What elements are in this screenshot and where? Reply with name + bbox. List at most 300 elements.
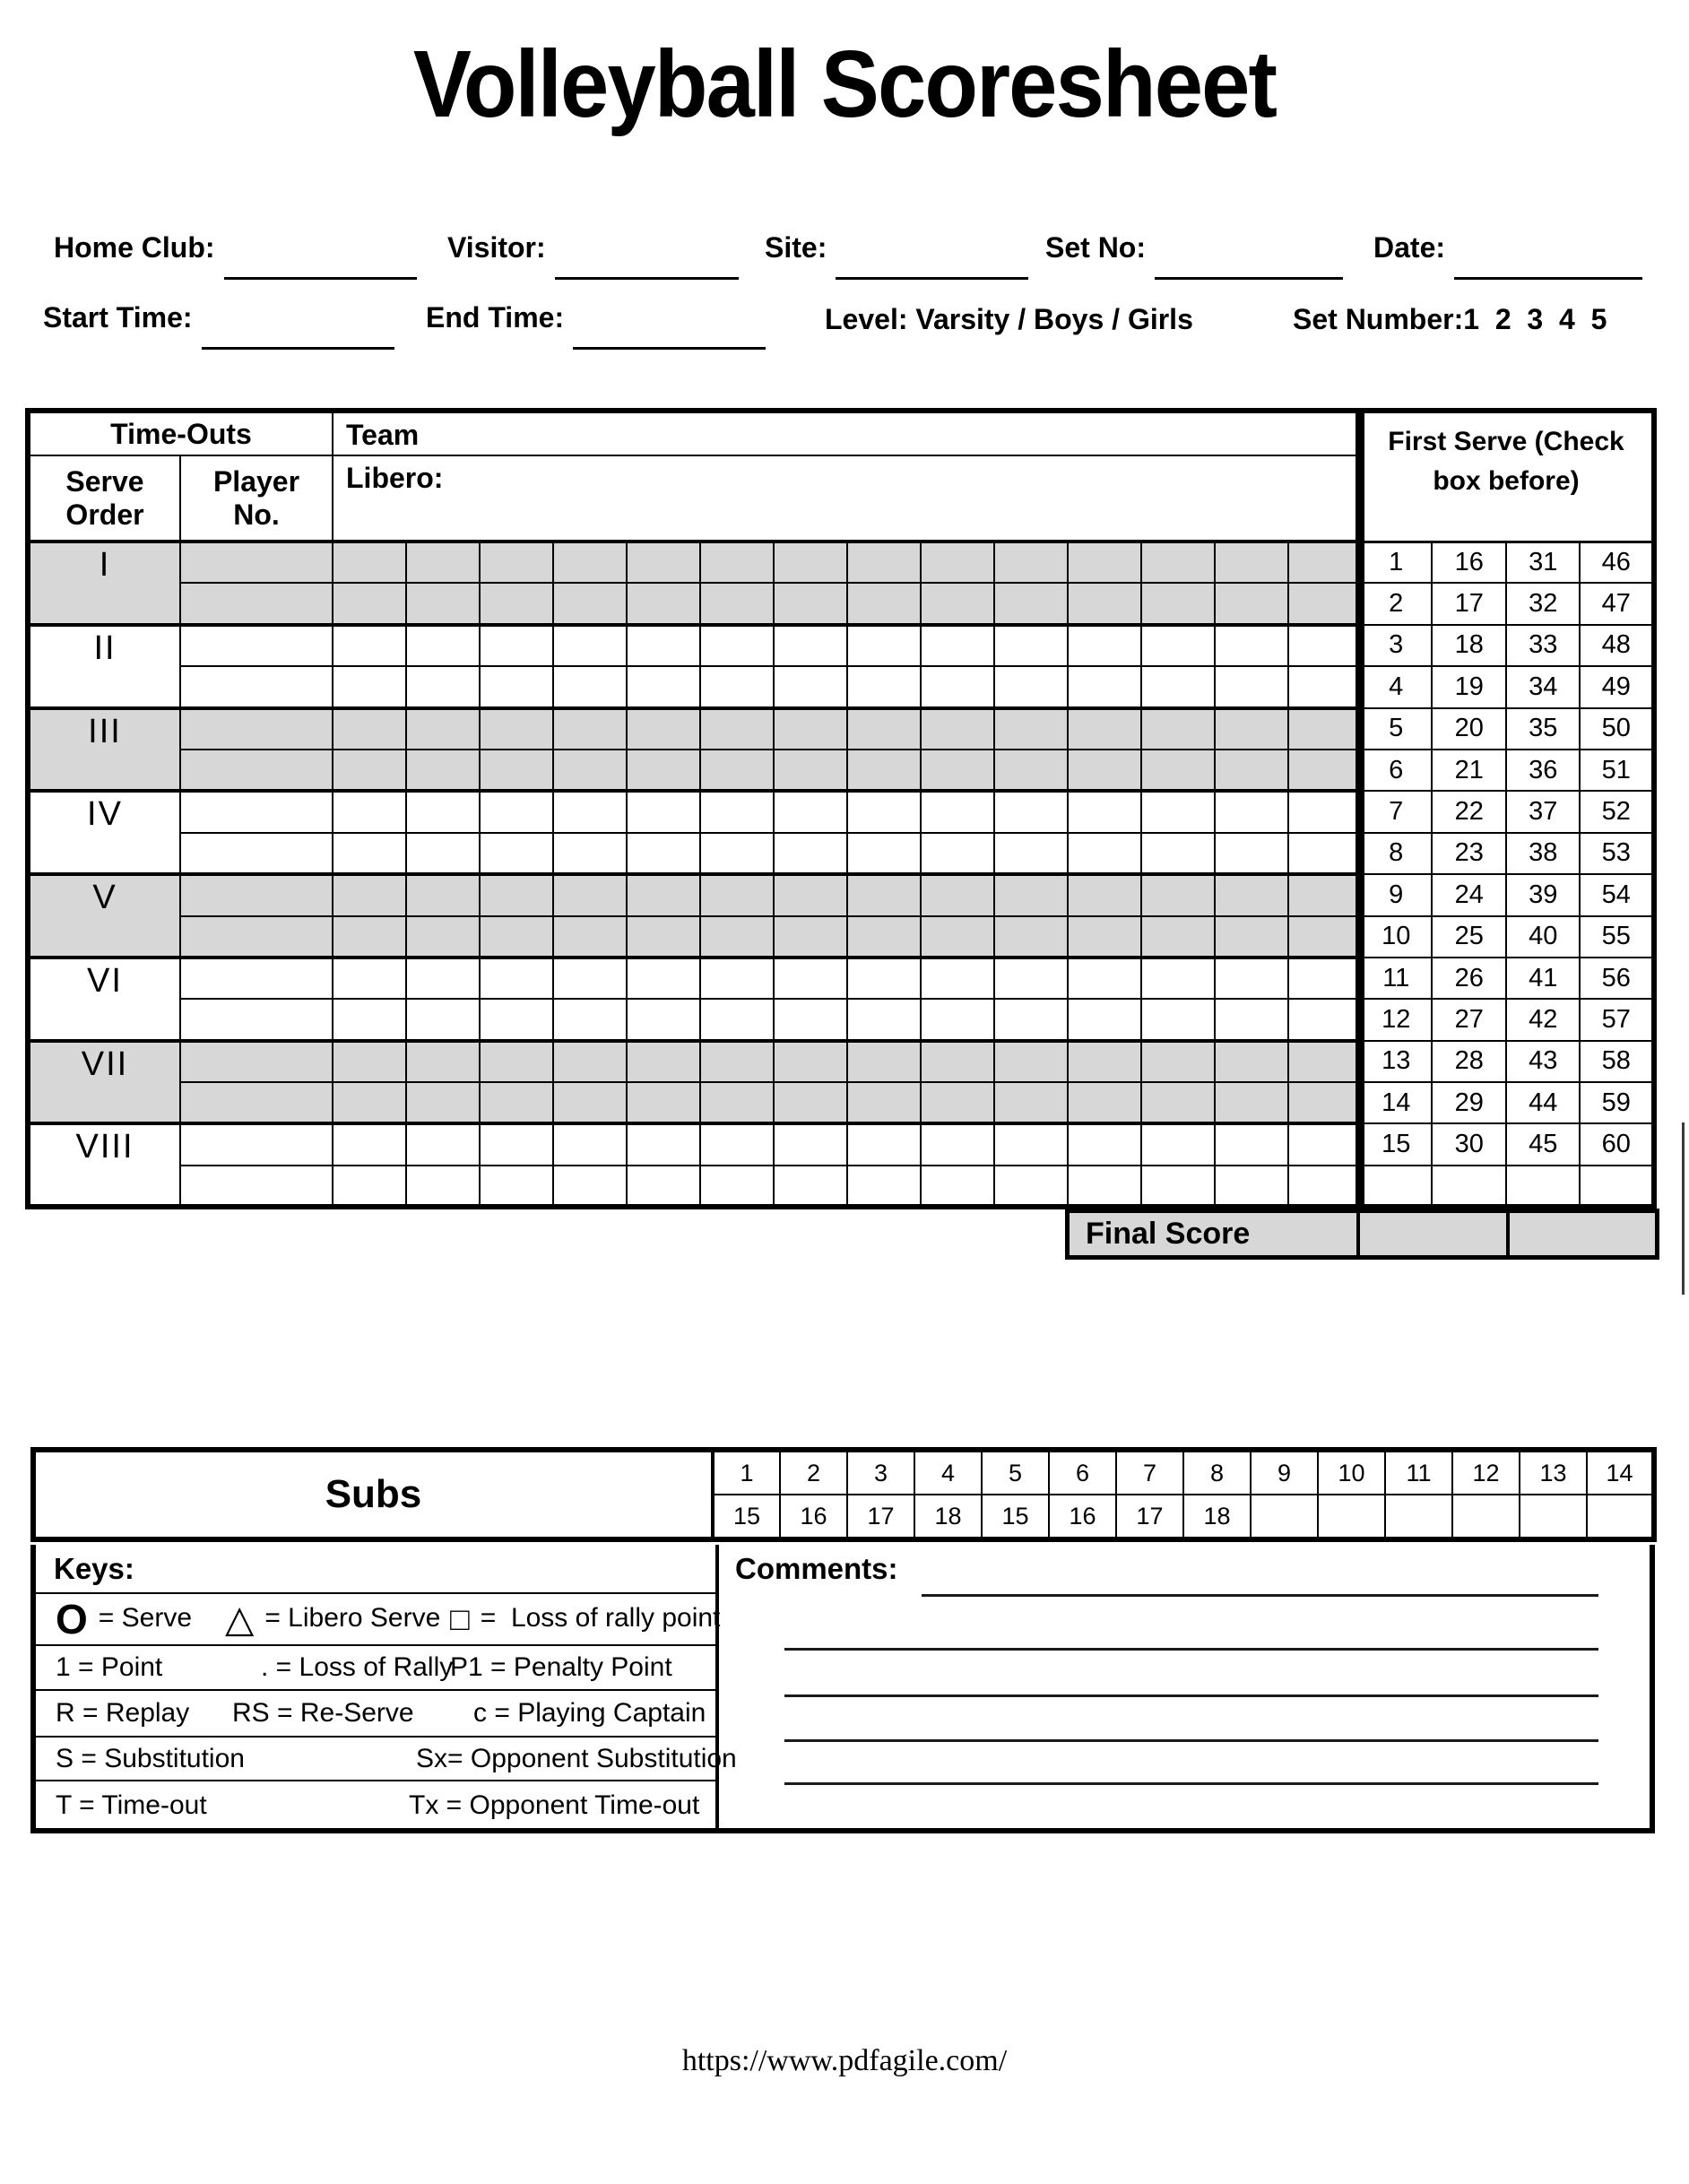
score-cell[interactable]: [847, 666, 921, 707]
player-no-cell[interactable]: [180, 874, 333, 915]
score-cell[interactable]: [847, 1082, 921, 1123]
score-cell[interactable]: [700, 666, 774, 707]
score-cell[interactable]: [1068, 708, 1141, 750]
score-cell[interactable]: [406, 1041, 480, 1082]
score-cell[interactable]: [994, 1082, 1068, 1123]
first-serve-number-cell[interactable]: 5: [1358, 708, 1432, 750]
score-cell[interactable]: [1141, 1166, 1215, 1207]
score-cell[interactable]: [1141, 1041, 1215, 1082]
score-cell[interactable]: [700, 1123, 774, 1165]
subs-number-cell[interactable]: 4: [914, 1450, 982, 1495]
subs-number-cell[interactable]: 16: [1049, 1495, 1116, 1539]
player-no-cell[interactable]: [180, 542, 333, 583]
subs-number-cell[interactable]: [1385, 1495, 1452, 1539]
score-cell[interactable]: [553, 791, 627, 832]
score-cell[interactable]: [1215, 708, 1288, 750]
comment-line[interactable]: [784, 1694, 1598, 1697]
score-cell[interactable]: [406, 958, 480, 999]
score-cell[interactable]: [627, 1166, 700, 1207]
score-cell[interactable]: [921, 958, 994, 999]
first-serve-number-cell[interactable]: 29: [1432, 1082, 1505, 1123]
score-cell[interactable]: [1288, 625, 1362, 666]
score-cell[interactable]: [406, 666, 480, 707]
score-cell[interactable]: [994, 1041, 1068, 1082]
score-cell[interactable]: [1215, 625, 1288, 666]
score-cell[interactable]: [480, 1082, 553, 1123]
score-cell[interactable]: [700, 1041, 774, 1082]
score-cell[interactable]: [921, 666, 994, 707]
score-cell[interactable]: [627, 542, 700, 583]
score-cell[interactable]: [921, 833, 994, 874]
score-cell[interactable]: [553, 1166, 627, 1207]
score-cell[interactable]: [1215, 583, 1288, 624]
score-cell[interactable]: [994, 916, 1068, 958]
score-cell[interactable]: [1288, 1041, 1362, 1082]
player-no-cell[interactable]: [180, 1082, 333, 1123]
first-serve-number-cell[interactable]: 59: [1580, 1082, 1654, 1123]
score-cell[interactable]: [774, 1041, 847, 1082]
score-cell[interactable]: [700, 916, 774, 958]
score-cell[interactable]: [1215, 1123, 1288, 1165]
score-cell[interactable]: [700, 999, 774, 1040]
score-cell[interactable]: [627, 583, 700, 624]
first-serve-empty-cell[interactable]: [1432, 1166, 1505, 1207]
player-no-cell[interactable]: [180, 1041, 333, 1082]
score-cell[interactable]: [700, 958, 774, 999]
score-cell[interactable]: [1068, 791, 1141, 832]
score-cell[interactable]: [1141, 583, 1215, 624]
score-cell[interactable]: [921, 999, 994, 1040]
player-no-cell[interactable]: [180, 999, 333, 1040]
score-cell[interactable]: [480, 874, 553, 915]
first-serve-number-cell[interactable]: 38: [1506, 833, 1580, 874]
score-cell[interactable]: [480, 708, 553, 750]
score-cell[interactable]: [627, 1123, 700, 1165]
score-cell[interactable]: [627, 625, 700, 666]
score-cell[interactable]: [774, 916, 847, 958]
score-cell[interactable]: [921, 750, 994, 791]
first-serve-number-cell[interactable]: 33: [1506, 625, 1580, 666]
score-cell[interactable]: [700, 708, 774, 750]
start-time-input[interactable]: [202, 347, 394, 350]
subs-number-cell[interactable]: [1452, 1495, 1520, 1539]
first-serve-empty-cell[interactable]: [1358, 1166, 1432, 1207]
score-cell[interactable]: [774, 708, 847, 750]
score-cell[interactable]: [700, 750, 774, 791]
score-cell[interactable]: [774, 1166, 847, 1207]
score-cell[interactable]: [1141, 1123, 1215, 1165]
score-cell[interactable]: [1141, 708, 1215, 750]
first-serve-number-cell[interactable]: 11: [1358, 958, 1432, 999]
score-cell[interactable]: [1288, 1123, 1362, 1165]
first-serve-number-cell[interactable]: 58: [1580, 1041, 1654, 1082]
score-cell[interactable]: [406, 1166, 480, 1207]
subs-number-cell[interactable]: 16: [780, 1495, 847, 1539]
first-serve-number-cell[interactable]: 13: [1358, 1041, 1432, 1082]
subs-number-cell[interactable]: 13: [1520, 1450, 1587, 1495]
score-cell[interactable]: [1288, 750, 1362, 791]
score-cell[interactable]: [994, 750, 1068, 791]
score-cell[interactable]: [774, 1123, 847, 1165]
score-cell[interactable]: [480, 1123, 553, 1165]
score-cell[interactable]: [333, 542, 406, 583]
score-cell[interactable]: [480, 1166, 553, 1207]
score-cell[interactable]: [921, 708, 994, 750]
score-cell[interactable]: [553, 583, 627, 624]
subs-number-cell[interactable]: 2: [780, 1450, 847, 1495]
score-cell[interactable]: [847, 1166, 921, 1207]
set-no-input[interactable]: [1155, 277, 1343, 280]
score-cell[interactable]: [480, 999, 553, 1040]
score-cell[interactable]: [333, 1041, 406, 1082]
score-cell[interactable]: [627, 791, 700, 832]
first-serve-number-cell[interactable]: 10: [1358, 916, 1432, 958]
first-serve-number-cell[interactable]: 35: [1506, 708, 1580, 750]
first-serve-number-cell[interactable]: 52: [1580, 791, 1654, 832]
score-cell[interactable]: [700, 625, 774, 666]
subs-number-cell[interactable]: 15: [982, 1495, 1049, 1539]
first-serve-number-cell[interactable]: 14: [1358, 1082, 1432, 1123]
comment-line[interactable]: [784, 1782, 1598, 1785]
score-cell[interactable]: [406, 791, 480, 832]
first-serve-number-cell[interactable]: 43: [1506, 1041, 1580, 1082]
subs-number-cell[interactable]: 1: [713, 1450, 780, 1495]
score-cell[interactable]: [333, 833, 406, 874]
score-cell[interactable]: [921, 1082, 994, 1123]
score-cell[interactable]: [921, 542, 994, 583]
first-serve-number-cell[interactable]: 50: [1580, 708, 1654, 750]
player-no-cell[interactable]: [180, 708, 333, 750]
score-cell[interactable]: [1215, 791, 1288, 832]
score-cell[interactable]: [1068, 750, 1141, 791]
score-cell[interactable]: [994, 1166, 1068, 1207]
subs-number-cell[interactable]: 11: [1385, 1450, 1452, 1495]
score-cell[interactable]: [774, 791, 847, 832]
score-cell[interactable]: [774, 874, 847, 915]
subs-number-cell[interactable]: [1587, 1495, 1654, 1539]
score-cell[interactable]: [333, 999, 406, 1040]
player-no-cell[interactable]: [180, 1166, 333, 1207]
subs-number-cell[interactable]: 7: [1116, 1450, 1183, 1495]
subs-number-cell[interactable]: 12: [1452, 1450, 1520, 1495]
first-serve-number-cell[interactable]: 19: [1432, 666, 1505, 707]
score-cell[interactable]: [553, 542, 627, 583]
score-cell[interactable]: [1288, 583, 1362, 624]
first-serve-number-cell[interactable]: 46: [1580, 542, 1654, 583]
score-cell[interactable]: [1288, 833, 1362, 874]
score-cell[interactable]: [994, 1123, 1068, 1165]
score-cell[interactable]: [333, 1082, 406, 1123]
visitor-input[interactable]: [555, 277, 739, 280]
score-cell[interactable]: [553, 916, 627, 958]
score-cell[interactable]: [700, 1082, 774, 1123]
score-cell[interactable]: [700, 791, 774, 832]
score-cell[interactable]: [553, 999, 627, 1040]
comments-panel[interactable]: [719, 1545, 1650, 1828]
first-serve-number-cell[interactable]: 21: [1432, 750, 1505, 791]
score-cell[interactable]: [1215, 1041, 1288, 1082]
score-cell[interactable]: [553, 750, 627, 791]
score-cell[interactable]: [1141, 750, 1215, 791]
subs-number-cell[interactable]: 5: [982, 1450, 1049, 1495]
player-no-cell[interactable]: [180, 625, 333, 666]
score-cell[interactable]: [994, 791, 1068, 832]
score-cell[interactable]: [847, 874, 921, 915]
score-cell[interactable]: [1068, 1166, 1141, 1207]
first-serve-number-cell[interactable]: 8: [1358, 833, 1432, 874]
score-cell[interactable]: [847, 1041, 921, 1082]
first-serve-number-cell[interactable]: 2: [1358, 583, 1432, 624]
first-serve-number-cell[interactable]: 42: [1506, 999, 1580, 1040]
site-input[interactable]: [836, 277, 1028, 280]
player-no-cell[interactable]: [180, 916, 333, 958]
score-cell[interactable]: [847, 542, 921, 583]
first-serve-number-cell[interactable]: 54: [1580, 874, 1654, 915]
score-cell[interactable]: [994, 874, 1068, 915]
score-cell[interactable]: [480, 958, 553, 999]
score-cell[interactable]: [774, 666, 847, 707]
libero-header[interactable]: [333, 455, 1362, 542]
score-cell[interactable]: [700, 542, 774, 583]
score-cell[interactable]: [1215, 833, 1288, 874]
first-serve-empty-cell[interactable]: [1580, 1166, 1654, 1207]
score-cell[interactable]: [994, 666, 1068, 707]
first-serve-number-cell[interactable]: 9: [1358, 874, 1432, 915]
score-cell[interactable]: [333, 666, 406, 707]
first-serve-number-cell[interactable]: 53: [1580, 833, 1654, 874]
score-cell[interactable]: [774, 750, 847, 791]
score-cell[interactable]: [553, 958, 627, 999]
subs-number-cell[interactable]: 14: [1587, 1450, 1654, 1495]
score-cell[interactable]: [1068, 999, 1141, 1040]
score-cell[interactable]: [1068, 916, 1141, 958]
score-cell[interactable]: [774, 833, 847, 874]
score-cell[interactable]: [1215, 542, 1288, 583]
score-cell[interactable]: [627, 1082, 700, 1123]
score-cell[interactable]: [1215, 1082, 1288, 1123]
score-cell[interactable]: [847, 833, 921, 874]
score-cell[interactable]: [627, 999, 700, 1040]
score-cell[interactable]: [480, 750, 553, 791]
score-cell[interactable]: [994, 833, 1068, 874]
score-cell[interactable]: [627, 958, 700, 999]
score-cell[interactable]: [333, 916, 406, 958]
score-cell[interactable]: [1068, 1082, 1141, 1123]
score-cell[interactable]: [553, 874, 627, 915]
score-cell[interactable]: [1288, 791, 1362, 832]
first-serve-number-cell[interactable]: 31: [1506, 542, 1580, 583]
first-serve-number-cell[interactable]: 36: [1506, 750, 1580, 791]
score-cell[interactable]: [1288, 666, 1362, 707]
score-cell[interactable]: [406, 1082, 480, 1123]
score-cell[interactable]: [700, 833, 774, 874]
score-cell[interactable]: [1141, 874, 1215, 915]
score-cell[interactable]: [994, 625, 1068, 666]
first-serve-number-cell[interactable]: 4: [1358, 666, 1432, 707]
score-cell[interactable]: [921, 1041, 994, 1082]
subs-number-cell[interactable]: 17: [847, 1495, 914, 1539]
score-cell[interactable]: [847, 583, 921, 624]
score-cell[interactable]: [333, 750, 406, 791]
first-serve-number-cell[interactable]: 28: [1432, 1041, 1505, 1082]
subs-number-cell[interactable]: [1251, 1495, 1318, 1539]
first-serve-number-cell[interactable]: 16: [1432, 542, 1505, 583]
score-cell[interactable]: [406, 542, 480, 583]
score-cell[interactable]: [1068, 542, 1141, 583]
first-serve-number-cell[interactable]: 60: [1580, 1123, 1654, 1165]
first-serve-number-cell[interactable]: 22: [1432, 791, 1505, 832]
score-cell[interactable]: [627, 833, 700, 874]
score-cell[interactable]: [333, 958, 406, 999]
player-no-cell[interactable]: [180, 833, 333, 874]
score-cell[interactable]: [921, 791, 994, 832]
score-cell[interactable]: [1141, 542, 1215, 583]
first-serve-number-cell[interactable]: 26: [1432, 958, 1505, 999]
player-no-cell[interactable]: [180, 750, 333, 791]
final-score-visitor-cell[interactable]: [1508, 1211, 1658, 1258]
score-cell[interactable]: [1288, 916, 1362, 958]
score-cell[interactable]: [1068, 958, 1141, 999]
first-serve-number-cell[interactable]: 57: [1580, 999, 1654, 1040]
score-cell[interactable]: [553, 625, 627, 666]
first-serve-number-cell[interactable]: 23: [1432, 833, 1505, 874]
player-no-cell[interactable]: [180, 958, 333, 999]
score-cell[interactable]: [994, 583, 1068, 624]
comment-line[interactable]: [784, 1648, 1598, 1651]
score-cell[interactable]: [480, 916, 553, 958]
score-cell[interactable]: [1068, 625, 1141, 666]
score-cell[interactable]: [774, 542, 847, 583]
score-cell[interactable]: [847, 999, 921, 1040]
first-serve-number-cell[interactable]: 18: [1432, 625, 1505, 666]
score-cell[interactable]: [1068, 583, 1141, 624]
first-serve-number-cell[interactable]: 49: [1580, 666, 1654, 707]
subs-number-cell[interactable]: 3: [847, 1450, 914, 1495]
score-cell[interactable]: [1215, 999, 1288, 1040]
first-serve-number-cell[interactable]: 47: [1580, 583, 1654, 624]
first-serve-number-cell[interactable]: 32: [1506, 583, 1580, 624]
score-cell[interactable]: [1141, 833, 1215, 874]
first-serve-number-cell[interactable]: 55: [1580, 916, 1654, 958]
subs-number-cell[interactable]: 17: [1116, 1495, 1183, 1539]
first-serve-number-cell[interactable]: 45: [1506, 1123, 1580, 1165]
score-cell[interactable]: [333, 1123, 406, 1165]
score-cell[interactable]: [1141, 666, 1215, 707]
score-cell[interactable]: [406, 625, 480, 666]
subs-number-cell[interactable]: [1318, 1495, 1385, 1539]
first-serve-number-cell[interactable]: 25: [1432, 916, 1505, 958]
score-cell[interactable]: [333, 1166, 406, 1207]
score-cell[interactable]: [1141, 625, 1215, 666]
comment-line[interactable]: [784, 1739, 1598, 1742]
score-cell[interactable]: [700, 583, 774, 624]
score-cell[interactable]: [921, 625, 994, 666]
first-serve-empty-cell[interactable]: [1506, 1166, 1580, 1207]
date-input[interactable]: [1454, 277, 1642, 280]
subs-number-cell[interactable]: 10: [1318, 1450, 1385, 1495]
score-cell[interactable]: [627, 666, 700, 707]
score-cell[interactable]: [847, 708, 921, 750]
player-no-cell[interactable]: [180, 791, 333, 832]
score-cell[interactable]: [1288, 999, 1362, 1040]
first-serve-number-cell[interactable]: 34: [1506, 666, 1580, 707]
first-serve-number-cell[interactable]: 24: [1432, 874, 1505, 915]
score-cell[interactable]: [406, 874, 480, 915]
subs-number-cell[interactable]: 6: [1049, 1450, 1116, 1495]
first-serve-number-cell[interactable]: 44: [1506, 1082, 1580, 1123]
score-cell[interactable]: [1215, 874, 1288, 915]
score-cell[interactable]: [1215, 1166, 1288, 1207]
score-cell[interactable]: [1215, 750, 1288, 791]
player-no-cell[interactable]: [180, 1123, 333, 1165]
score-cell[interactable]: [774, 583, 847, 624]
score-cell[interactable]: [994, 958, 1068, 999]
score-cell[interactable]: [553, 1123, 627, 1165]
score-cell[interactable]: [1141, 916, 1215, 958]
score-cell[interactable]: [994, 708, 1068, 750]
score-cell[interactable]: [774, 1082, 847, 1123]
score-cell[interactable]: [553, 1082, 627, 1123]
score-cell[interactable]: [1288, 874, 1362, 915]
score-cell[interactable]: [333, 583, 406, 624]
score-cell[interactable]: [847, 1123, 921, 1165]
score-cell[interactable]: [921, 874, 994, 915]
player-no-cell[interactable]: [180, 666, 333, 707]
score-cell[interactable]: [774, 999, 847, 1040]
score-cell[interactable]: [847, 750, 921, 791]
score-cell[interactable]: [480, 833, 553, 874]
score-cell[interactable]: [480, 583, 553, 624]
score-cell[interactable]: [333, 625, 406, 666]
score-cell[interactable]: [1288, 708, 1362, 750]
score-cell[interactable]: [921, 916, 994, 958]
first-serve-number-cell[interactable]: 48: [1580, 625, 1654, 666]
player-no-cell[interactable]: [180, 583, 333, 624]
team-header[interactable]: [333, 411, 1362, 455]
score-cell[interactable]: [480, 791, 553, 832]
first-serve-number-cell[interactable]: 15: [1358, 1123, 1432, 1165]
subs-number-cell[interactable]: 18: [914, 1495, 982, 1539]
score-cell[interactable]: [480, 666, 553, 707]
score-cell[interactable]: [774, 958, 847, 999]
subs-number-cell[interactable]: 15: [713, 1495, 780, 1539]
first-serve-number-cell[interactable]: 7: [1358, 791, 1432, 832]
score-cell[interactable]: [1068, 1041, 1141, 1082]
score-cell[interactable]: [921, 1123, 994, 1165]
score-cell[interactable]: [1068, 833, 1141, 874]
score-cell[interactable]: [333, 874, 406, 915]
score-cell[interactable]: [1068, 874, 1141, 915]
score-cell[interactable]: [1288, 958, 1362, 999]
end-time-input[interactable]: [573, 347, 766, 350]
first-serve-number-cell[interactable]: 1: [1358, 542, 1432, 583]
score-cell[interactable]: [1068, 1123, 1141, 1165]
score-cell[interactable]: [333, 708, 406, 750]
score-cell[interactable]: [553, 1041, 627, 1082]
score-cell[interactable]: [406, 833, 480, 874]
subs-number-cell[interactable]: 8: [1183, 1450, 1251, 1495]
score-cell[interactable]: [700, 1166, 774, 1207]
score-cell[interactable]: [553, 666, 627, 707]
first-serve-number-cell[interactable]: 3: [1358, 625, 1432, 666]
score-cell[interactable]: [1068, 666, 1141, 707]
score-cell[interactable]: [847, 625, 921, 666]
score-cell[interactable]: [994, 542, 1068, 583]
first-serve-number-cell[interactable]: 6: [1358, 750, 1432, 791]
score-cell[interactable]: [627, 1041, 700, 1082]
score-cell[interactable]: [627, 708, 700, 750]
score-cell[interactable]: [406, 916, 480, 958]
